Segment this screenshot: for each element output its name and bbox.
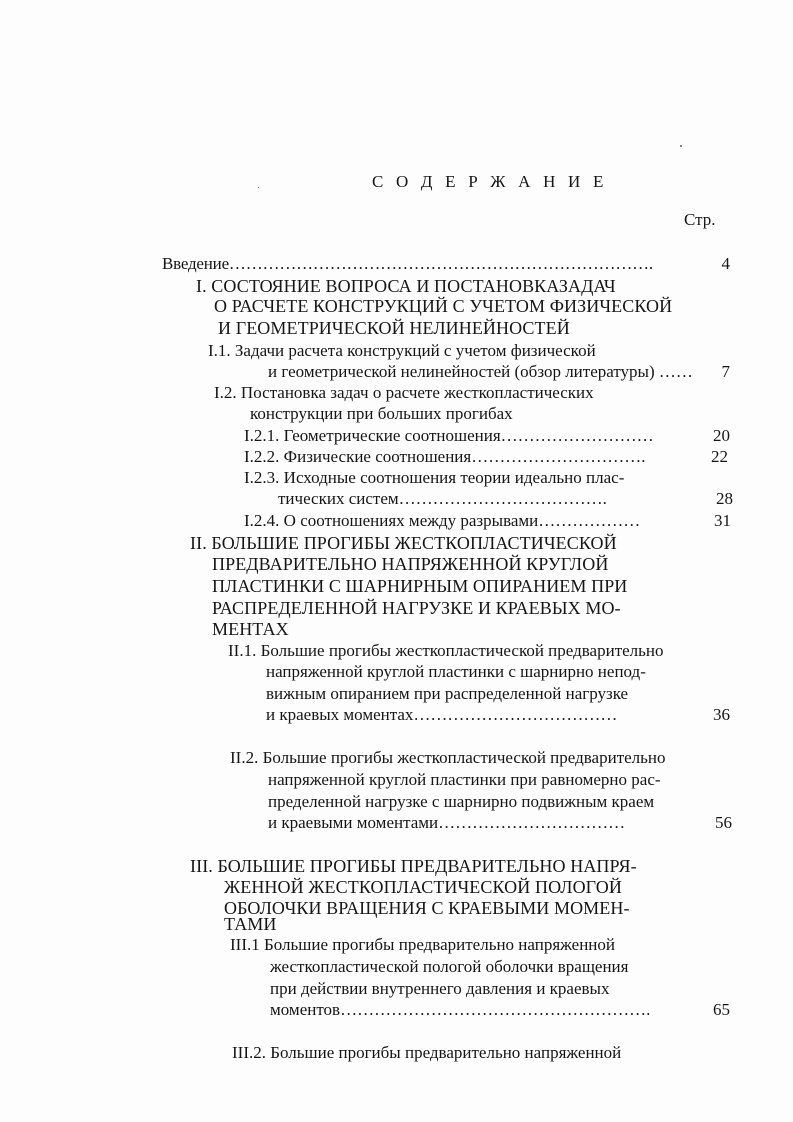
toc-page-intro: 4 xyxy=(721,254,730,273)
toc-page-2-1: 36 xyxy=(713,705,730,724)
toc-section-2-1: вижным опиранием при распределенной нагрузке xyxy=(266,684,629,703)
toc-page-1-2-4: 31 xyxy=(714,511,731,530)
toc-section-1-2: I.2. Постановка задач о расчете жесткопластических xyxy=(214,383,594,402)
toc-page-1-2-2: 22 xyxy=(711,447,728,466)
toc-section-2-2: и краевыми моментами…………………………… xyxy=(268,813,626,832)
toc-section-1-2-3: тических систем………………………………. xyxy=(278,489,607,508)
toc-section-1-2-4: I.2.4. О соотношениях между разрывами……………… xyxy=(244,511,641,530)
toc-page-1-1: 7 xyxy=(721,362,730,381)
toc-section-1-2-1: I.2.1. Геометрические соотношения……………………… xyxy=(244,426,654,445)
toc-chapter-2-title: РАСПРЕДЕЛЕННОЙ НАГРУЗКЕ И КРАЕВЫХ МО- xyxy=(212,598,621,618)
scan-speck xyxy=(680,145,682,147)
toc-section-1-1: и геометрической нелинейностей (обзор литературы) …… xyxy=(268,362,693,381)
toc-section-1-1: I.1. Задачи расчета конструкций с учетом физической xyxy=(208,341,596,360)
toc-page-1-2-1: 20 xyxy=(713,426,730,445)
toc-section-2-1: напряженной круглой пластинки с шарнирно непод- xyxy=(266,662,646,681)
toc-chapter-1-title: I. СОСТОЯНИЕ ВОПРОСА И ПОСТАНОВКАЗАДАЧ xyxy=(196,276,616,296)
toc-section-2-2: пределенной нагрузке с шарнирно подвижным краем xyxy=(268,792,655,811)
toc-section-3-2: III.2. Большие прогибы предварительно напряженной xyxy=(232,1043,622,1062)
toc-page-1-2-3: 28 xyxy=(716,489,733,508)
toc-section-1-2-2: I.2.2. Физические соотношения…………………………. xyxy=(244,447,646,466)
toc-page-2-2: 56 xyxy=(715,813,732,832)
toc-chapter-3-title: ЖЕННОЙ ЖЕСТКОПЛАСТИЧЕСКОЙ ПОЛОГОЙ xyxy=(224,877,622,897)
toc-section-3-1: моментов………………………………………………. xyxy=(270,1000,651,1019)
toc-section-2-1: и краевых моментах……………………………… xyxy=(266,705,618,724)
toc-chapter-2-title: II. БОЛЬШИЕ ПРОГИБЫ ЖЕСТКОПЛАСТИЧЕСКОЙ xyxy=(190,533,617,553)
toc-section-1-2: конструкции при больших прогибах xyxy=(250,404,513,423)
scan-speck xyxy=(258,187,259,188)
toc-section-2-1: II.1. Большие прогибы жесткопластической предварительно xyxy=(228,641,664,660)
toc-chapter-1-title: И ГЕОМЕТРИЧЕСКОЙ НЕЛИНЕЙНОСТЕЙ xyxy=(218,318,570,338)
toc-chapter-3-title: ТАМИ xyxy=(224,914,277,934)
toc-section-2-2: II.2. Большие прогибы жесткопластической предварительно xyxy=(230,748,666,767)
toc-section-3-1: при действии внутреннего давления и краевых xyxy=(270,979,610,998)
toc-chapter-2-title: ПЛАСТИНКИ С ШАРНИРНЫМ ОПИРАНИЕМ ПРИ xyxy=(212,576,628,596)
toc-title: С О Д Е Р Ж А Н И Е xyxy=(372,172,608,191)
toc-entry-intro: Введение…………………………………………………………………. xyxy=(162,254,653,273)
toc-page-3-1: 65 xyxy=(713,1000,730,1019)
toc-chapter-1-title: О РАСЧЕТЕ КОНСТРУКЦИЙ С УЧЕТОМ ФИЗИЧЕСКОЙ xyxy=(214,296,673,316)
toc-chapter-3-title: ОБОЛОЧКИ ВРАЩЕНИЯ С КРАЕВЫМИ МОМЕН- xyxy=(224,898,630,918)
toc-section-1-2-3: I.2.3. Исходные соотношения теории идеально плас- xyxy=(244,468,625,487)
toc-section-3-1: III.1 Большие прогибы предварительно напряженной xyxy=(230,935,615,954)
toc-section-2-2: напряженной круглой пластинки при равномерно рас- xyxy=(268,770,661,789)
toc-section-3-1: жесткопластической пологой оболочки вращения xyxy=(270,957,629,976)
toc-chapter-2-title: ПРЕДВАРИТЕЛЬНО НАПРЯЖЕННОЙ КРУГЛОЙ xyxy=(212,554,609,574)
toc-chapter-2-title: МЕНТАХ xyxy=(212,619,289,639)
page-column-label: Стр. xyxy=(684,210,716,229)
toc-chapter-3-title: III. БОЛЬШИЕ ПРОГИБЫ ПРЕДВАРИТЕЛЬНО НАПРЯ- xyxy=(190,856,637,876)
